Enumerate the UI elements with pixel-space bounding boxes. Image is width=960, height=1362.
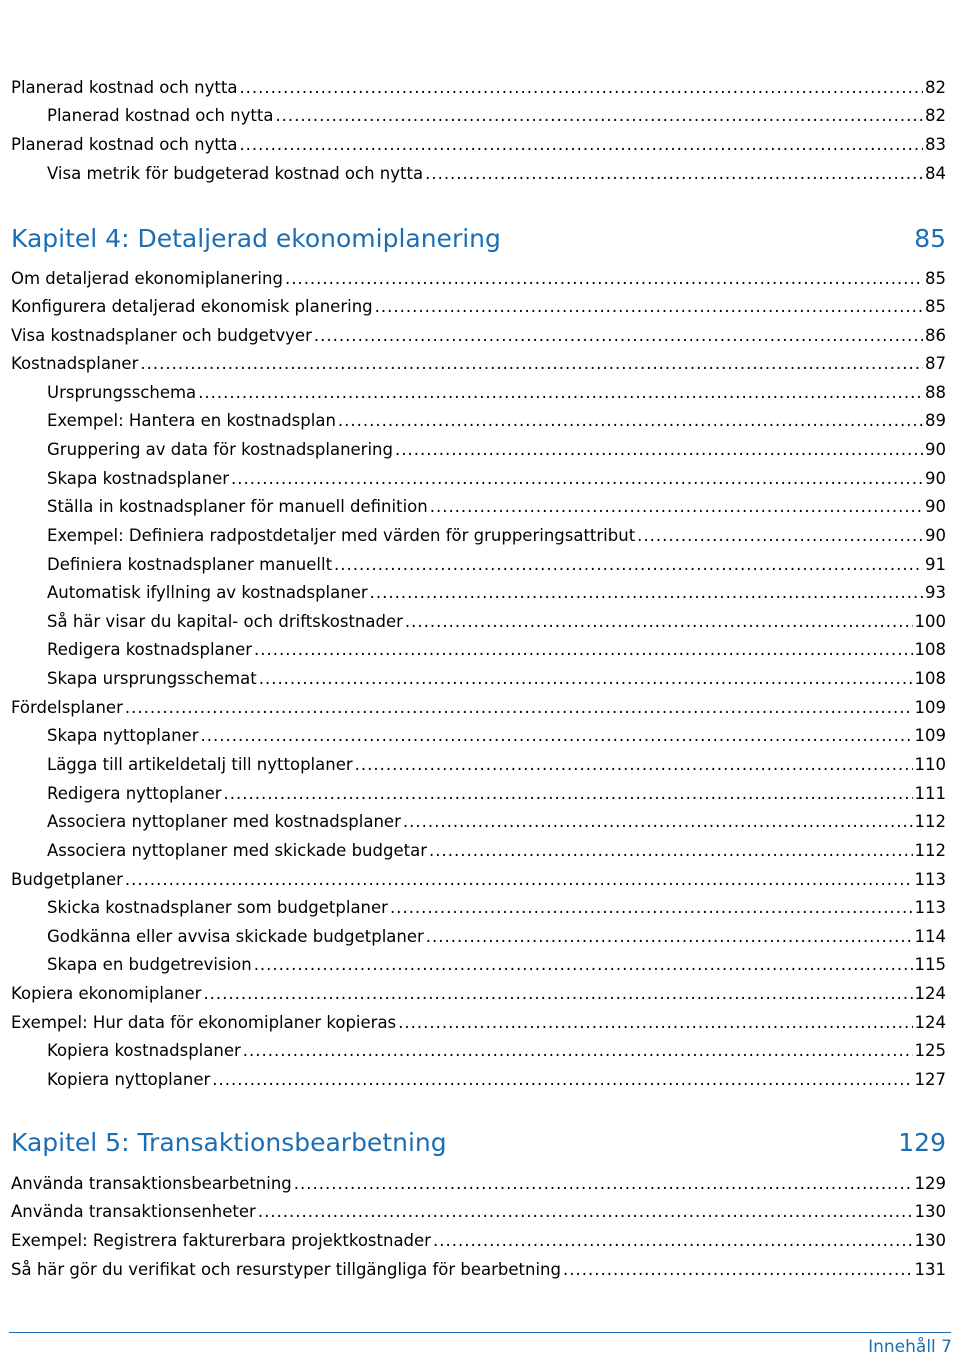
dot-leader bbox=[254, 640, 912, 659]
toc-entry-page: 131 bbox=[914, 1260, 946, 1279]
dot-leader bbox=[125, 698, 913, 717]
toc-entry-title: Planerad kostnad och nytta bbox=[11, 135, 238, 154]
toc-entry-page: 129 bbox=[914, 1174, 946, 1193]
chapter-page: 129 bbox=[898, 1128, 946, 1157]
toc-entry[interactable] bbox=[11, 1013, 946, 1037]
toc-entry-title: Konfigurera detaljerad ekonomisk planering bbox=[11, 297, 373, 316]
toc-entry-title: Gruppering av data för kostnadsplanering bbox=[47, 440, 393, 459]
toc-entry-page: 90 bbox=[925, 526, 946, 545]
toc-entry-page: 85 bbox=[925, 297, 946, 316]
toc-entry[interactable] bbox=[11, 354, 946, 378]
toc-entry-title: Skicka kostnadsplaner som budgetplaner bbox=[47, 898, 388, 917]
toc-entry-title: Om detaljerad ekonomiplanering bbox=[11, 269, 283, 288]
dot-leader bbox=[285, 269, 923, 288]
chapter-title: Kapitel 5: Transaktionsbearbetning bbox=[11, 1128, 447, 1157]
toc-entry[interactable] bbox=[47, 106, 946, 130]
toc-entry[interactable] bbox=[11, 698, 946, 722]
toc-entry-title: Associera nyttoplaner med skickade budgetar bbox=[47, 841, 427, 860]
toc-entry-page: 112 bbox=[914, 841, 946, 860]
toc-entry-page: 84 bbox=[925, 164, 946, 183]
toc-entry-title: Automatisk ifyllning av kostnadsplaner bbox=[47, 583, 368, 602]
toc-entry[interactable] bbox=[47, 898, 946, 922]
toc-entry-page: 113 bbox=[914, 898, 946, 917]
toc-entry[interactable] bbox=[47, 726, 946, 750]
dot-leader bbox=[231, 469, 923, 488]
toc-entry-page: 130 bbox=[914, 1202, 946, 1221]
toc-entry-page: 112 bbox=[914, 812, 946, 831]
toc-entry[interactable] bbox=[47, 583, 946, 607]
toc-entry[interactable] bbox=[11, 1174, 946, 1198]
toc-entry[interactable] bbox=[47, 1070, 946, 1094]
dot-leader bbox=[429, 841, 913, 860]
toc-entry-page: 130 bbox=[914, 1231, 946, 1250]
dot-leader bbox=[405, 612, 913, 631]
toc-entry-title: Skapa en budgetrevision bbox=[47, 955, 252, 974]
dot-leader bbox=[140, 354, 923, 373]
dot-leader bbox=[338, 411, 923, 430]
toc-entry-title: Så här gör du verifikat och resurstyper tillgängliga för bearbetning bbox=[11, 1260, 561, 1279]
toc-entry[interactable] bbox=[47, 841, 946, 865]
dot-leader bbox=[259, 669, 913, 688]
dot-leader bbox=[243, 1041, 913, 1060]
toc-entry[interactable] bbox=[47, 164, 946, 188]
toc-entry-page: 100 bbox=[914, 612, 946, 631]
dot-leader bbox=[198, 383, 923, 402]
toc-entry-title: Kopiera ekonomiplaner bbox=[11, 984, 202, 1003]
toc-entry-title: Exempel: Definiera radpostdetaljer med värden för grupperingsattribut bbox=[47, 526, 636, 545]
toc-entry-page: 83 bbox=[925, 135, 946, 154]
toc-entry[interactable] bbox=[11, 984, 946, 1008]
dot-leader bbox=[430, 497, 923, 516]
toc-entry-page: 109 bbox=[914, 698, 946, 717]
toc-entry-title: Redigera nyttoplaner bbox=[47, 784, 222, 803]
toc-entry-page: 115 bbox=[914, 955, 946, 974]
toc-entry-title: Planerad kostnad och nytta bbox=[11, 78, 238, 97]
dot-leader bbox=[403, 812, 913, 831]
toc-entry-title: Visa metrik för budgeterad kostnad och nytta bbox=[47, 164, 424, 183]
toc-entry-page: 91 bbox=[925, 555, 946, 574]
toc-entry-page: 87 bbox=[925, 354, 946, 373]
toc-entry-page: 90 bbox=[925, 469, 946, 488]
toc-entry-page: 108 bbox=[914, 669, 946, 688]
toc-entry-title: Kopiera nyttoplaner bbox=[47, 1070, 211, 1089]
toc-entry-title: Skapa ursprungsschemat bbox=[47, 669, 257, 688]
dot-leader bbox=[203, 984, 912, 1003]
toc-entry-page: 111 bbox=[914, 784, 946, 803]
dot-leader bbox=[370, 583, 923, 602]
toc-entry-title: Redigera kostnadsplaner bbox=[47, 640, 253, 659]
toc-entry-title: Kopiera kostnadsplaner bbox=[47, 1041, 241, 1060]
toc-entry-title: Använda transaktionsbearbetning bbox=[11, 1174, 292, 1193]
toc-entry-page: 82 bbox=[925, 78, 946, 97]
chapter-title: Kapitel 4: Detaljerad ekonomiplanering bbox=[11, 224, 501, 253]
toc-entry-title: Kostnadsplaner bbox=[11, 354, 139, 373]
toc-entry-title: Definiera kostnadsplaner manuellt bbox=[47, 555, 333, 574]
toc-entry-title: Använda transaktionsenheter bbox=[11, 1202, 256, 1221]
toc-entry[interactable] bbox=[47, 669, 946, 693]
toc-entry-page: 90 bbox=[925, 497, 946, 516]
toc-entry[interactable] bbox=[47, 1041, 946, 1065]
toc-entry[interactable] bbox=[11, 78, 946, 102]
toc-entry-page: 88 bbox=[925, 383, 946, 402]
toc-entry[interactable] bbox=[11, 135, 946, 159]
dot-leader bbox=[637, 526, 923, 545]
chapter-heading[interactable] bbox=[11, 1128, 946, 1157]
toc-entry[interactable] bbox=[47, 612, 946, 636]
dot-leader bbox=[355, 755, 913, 774]
toc-entry-page: 82 bbox=[925, 106, 946, 125]
toc-entry[interactable] bbox=[11, 1202, 946, 1226]
toc-entry[interactable] bbox=[11, 326, 946, 350]
toc-entry[interactable] bbox=[47, 955, 946, 979]
toc-entry-page: 124 bbox=[914, 1013, 946, 1032]
toc-entry-title: Exempel: Hur data för ekonomiplaner kopieras bbox=[11, 1013, 397, 1032]
dot-leader bbox=[201, 726, 913, 745]
toc-entry-title: Lägga till artikeldetalj till nyttoplaner bbox=[47, 755, 353, 774]
toc-entry[interactable] bbox=[11, 1231, 946, 1255]
toc-entry[interactable] bbox=[47, 526, 946, 550]
dot-leader bbox=[224, 784, 913, 803]
toc-entry-title: Planerad kostnad och nytta bbox=[47, 106, 274, 125]
toc-entry-page: 109 bbox=[914, 726, 946, 745]
toc-entry-title: Exempel: Registrera fakturerbara projektkostnader bbox=[11, 1231, 431, 1250]
footer-divider bbox=[9, 1332, 951, 1333]
toc-entry[interactable] bbox=[47, 555, 946, 579]
dot-leader bbox=[375, 297, 923, 316]
toc-entry-title: Fördelsplaner bbox=[11, 698, 123, 717]
dot-leader bbox=[425, 164, 923, 183]
dot-leader bbox=[239, 135, 923, 154]
toc-entry-page: 113 bbox=[914, 870, 946, 889]
toc-entry[interactable] bbox=[47, 440, 946, 464]
dot-leader bbox=[254, 955, 913, 974]
toc-entry[interactable] bbox=[11, 1260, 946, 1284]
dot-leader bbox=[258, 1202, 913, 1221]
toc-entry[interactable] bbox=[47, 497, 946, 521]
toc-entry-title: Visa kostnadsplaner och budgetvyer bbox=[11, 326, 312, 345]
toc-entry-title: Budgetplaner bbox=[11, 870, 123, 889]
toc-entry[interactable] bbox=[47, 812, 946, 836]
toc-entry[interactable] bbox=[47, 383, 946, 407]
dot-leader bbox=[212, 1070, 912, 1089]
dot-leader bbox=[294, 1174, 913, 1193]
toc-entry-title: Godkänna eller avvisa skickade budgetplaner bbox=[47, 927, 424, 946]
dot-leader bbox=[390, 898, 913, 917]
dot-leader bbox=[334, 555, 923, 574]
toc-entry[interactable] bbox=[47, 469, 946, 493]
toc-entry-title: Skapa kostnadsplaner bbox=[47, 469, 230, 488]
chapter-heading[interactable] bbox=[11, 224, 946, 253]
toc-entry-title: Ställa in kostnadsplaner för manuell definition bbox=[47, 497, 428, 516]
dot-leader bbox=[395, 440, 923, 459]
toc-entry-page: 90 bbox=[925, 440, 946, 459]
toc-entry-title: Så här visar du kapital- och driftskostnader bbox=[47, 612, 403, 631]
dot-leader bbox=[398, 1013, 912, 1032]
toc-entry-page: 89 bbox=[925, 411, 946, 430]
toc-entry[interactable] bbox=[11, 297, 946, 321]
toc-entry-page: 108 bbox=[914, 640, 946, 659]
chapter-page: 85 bbox=[914, 224, 946, 253]
dot-leader bbox=[433, 1231, 913, 1250]
dot-leader bbox=[563, 1260, 913, 1279]
toc-entry-page: 85 bbox=[925, 269, 946, 288]
dot-leader bbox=[239, 78, 923, 97]
toc-entry-title: Exempel: Hantera en kostnadsplan bbox=[47, 411, 336, 430]
dot-leader bbox=[314, 326, 923, 345]
dot-leader bbox=[275, 106, 923, 125]
toc-entry-page: 127 bbox=[914, 1070, 946, 1089]
dot-leader bbox=[125, 870, 913, 889]
toc-entry-title: Skapa nyttoplaner bbox=[47, 726, 199, 745]
toc-entry-page: 125 bbox=[914, 1041, 946, 1060]
toc-entry[interactable] bbox=[47, 411, 946, 435]
toc-entry[interactable] bbox=[47, 784, 946, 808]
toc-entry[interactable] bbox=[11, 870, 946, 894]
toc-entry-page: 114 bbox=[914, 927, 946, 946]
toc-entry[interactable] bbox=[11, 269, 946, 293]
toc-entry-title: Ursprungsschema bbox=[47, 383, 197, 402]
toc-entry-title: Associera nyttoplaner med kostnadsplaner bbox=[47, 812, 401, 831]
toc-entry-page: 93 bbox=[925, 583, 946, 602]
toc-entry[interactable] bbox=[47, 755, 946, 779]
toc-entry-page: 86 bbox=[925, 326, 946, 345]
toc-entry-page: 124 bbox=[914, 984, 946, 1003]
toc-entry[interactable] bbox=[47, 640, 946, 664]
dot-leader bbox=[426, 927, 913, 946]
page-footer: Innehåll 7 bbox=[868, 1337, 952, 1357]
toc-entry-page: 110 bbox=[914, 755, 946, 774]
toc-entry[interactable] bbox=[47, 927, 946, 951]
